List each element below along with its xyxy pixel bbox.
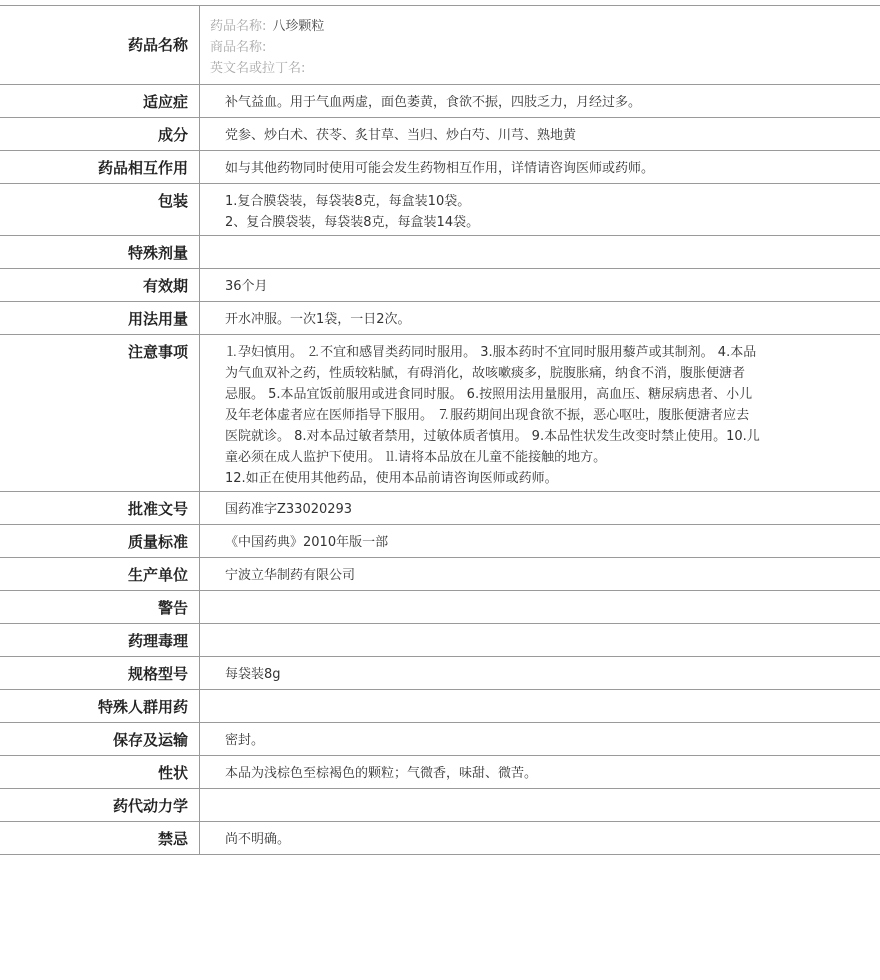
row-value: 如与其他药物同时使用可能会发生药物相互作用，详情请咨询医师或药师。 bbox=[225, 161, 655, 176]
table-row-pharmacology bbox=[0, 624, 880, 657]
table-row-precautions bbox=[0, 335, 880, 492]
row-value: 开水冲服。一次1袋，一日2次。 bbox=[225, 312, 411, 327]
table-row-description bbox=[0, 756, 880, 789]
table-row-drug-name bbox=[0, 6, 880, 85]
row-value bbox=[200, 236, 880, 268]
row-label: 有效期 bbox=[0, 269, 200, 301]
table-row-special-populations bbox=[0, 690, 880, 723]
table-row-storage bbox=[0, 723, 880, 756]
table-row-packaging bbox=[0, 184, 880, 236]
name-field-generic: 药品名称: 八珍颗粒 bbox=[210, 19, 325, 34]
table-row-warning bbox=[0, 591, 880, 624]
name-field-latin: 英文名或拉丁名: bbox=[210, 61, 306, 76]
row-value: 每袋装8g bbox=[225, 667, 281, 682]
table-row-indications bbox=[0, 85, 880, 118]
row-value bbox=[200, 690, 880, 722]
row-label: 药品相互作用 bbox=[0, 151, 200, 183]
row-label: 质量标准 bbox=[0, 525, 200, 557]
table-row-pharmacokinetics bbox=[0, 789, 880, 822]
row-label: 包装 bbox=[0, 184, 200, 235]
table-row-expiry bbox=[0, 269, 880, 302]
table-row-quality-standard bbox=[0, 525, 880, 558]
row-label: 特殊人群用药 bbox=[0, 690, 200, 722]
row-value: 《中国药典》2010年版一部 bbox=[225, 535, 389, 550]
row-label: 药理毒理 bbox=[0, 624, 200, 656]
row-label: 生产单位 bbox=[0, 558, 200, 590]
row-value bbox=[200, 624, 880, 656]
table-row-approval-number bbox=[0, 492, 880, 525]
row-label: 特殊剂量 bbox=[0, 236, 200, 268]
row-value: 尚不明确。 bbox=[225, 832, 291, 847]
row-label: 性状 bbox=[0, 756, 200, 788]
row-value: 本品为浅棕色至棕褐色的颗粒；气微香，味甜、微苦。 bbox=[225, 766, 538, 781]
row-label: 规格型号 bbox=[0, 657, 200, 689]
table-row-specification bbox=[0, 657, 880, 690]
row-value bbox=[200, 591, 880, 623]
drug-name-fields bbox=[200, 6, 880, 84]
row-value: 36个月 bbox=[225, 279, 268, 294]
row-label: 保存及运输 bbox=[0, 723, 200, 755]
row-value: ⒈孕妇慎用。 ⒉不宜和感冒类药同时服用。 3.服本药时不宜同时服用藜芦或其制剂。 4.本品 为气血双补之药，性质较粘腻，有碍消化，故咳嗽痰多，脘腹胀痛，纳食不消，腹胀便溏者 忌服。 5.本品宜饭前服用或进食同时服。 6.按照用法用量服用，高血压、糖尿病患者、小儿 及年老体虚者应在医师指导下服用。 ⒎服药期间出现食欲不振，恶心呕吐，腹胀便溏者应去 医院就诊。 8.对本品过敏者禁用，过敏体质者慎用。 9.本品性状发生改变时禁止使用。10.儿 童必须在成人监护下使用。 ⒒请将本品放在儿童不能接触的地方。 12.如正在使用其他药品，使用本品前请咨询医师或药师。 bbox=[225, 345, 760, 486]
row-label: 药代动力学 bbox=[0, 789, 200, 821]
row-value: 国药准字Z33020293 bbox=[225, 502, 353, 517]
table-row-special-dosage bbox=[0, 236, 880, 269]
drug-info-table bbox=[0, 5, 880, 855]
table-row-interactions bbox=[0, 151, 880, 184]
row-label: 警告 bbox=[0, 591, 200, 623]
row-label: 成分 bbox=[0, 118, 200, 150]
name-field-trade: 商品名称: bbox=[210, 40, 267, 55]
row-value: 1.复合膜袋装，每袋装8克，每盒装10袋。 2、复合膜袋装，每袋装8克，每盒装14袋。 bbox=[225, 194, 480, 230]
row-value: 党参、炒白术、茯苓、炙甘草、当归、炒白芍、川芎、熟地黄 bbox=[225, 128, 577, 143]
row-value: 宁波立华制药有限公司 bbox=[225, 568, 356, 583]
row-value: 密封。 bbox=[225, 733, 265, 748]
row-label: 适应症 bbox=[0, 85, 200, 117]
table-row-contraindications bbox=[0, 822, 880, 855]
row-value bbox=[200, 789, 880, 821]
table-row-ingredients bbox=[0, 118, 880, 151]
table-row-usage bbox=[0, 302, 880, 335]
row-label: 用法用量 bbox=[0, 302, 200, 334]
row-label: 批准文号 bbox=[0, 492, 200, 524]
row-label: 注意事项 bbox=[0, 335, 200, 491]
row-label: 禁忌 bbox=[0, 822, 200, 854]
table-row-manufacturer bbox=[0, 558, 880, 591]
row-label: 药品名称 bbox=[0, 6, 200, 84]
row-value: 补气益血。用于气血两虚，面色萎黄，食欲不振，四肢乏力，月经过多。 bbox=[225, 95, 642, 110]
